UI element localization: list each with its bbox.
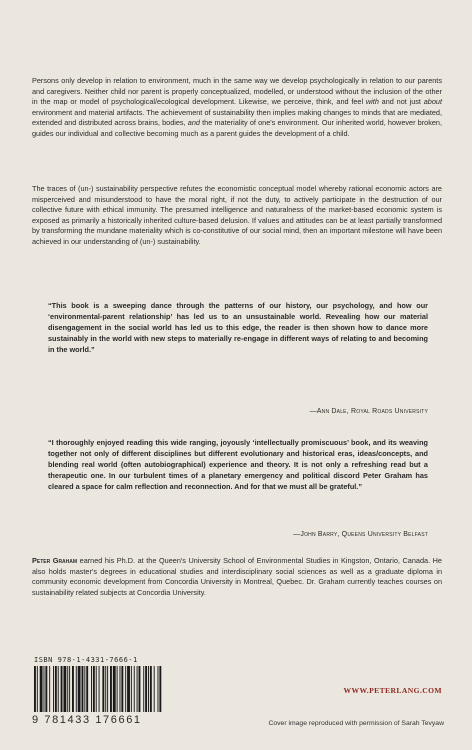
- barcode-bar: [150, 666, 152, 712]
- p1-emphasis-and: and: [187, 118, 200, 128]
- barcode-bar: [82, 666, 84, 712]
- barcode-bar: [86, 666, 88, 712]
- barcode-bar: [63, 666, 66, 712]
- barcode-bar: [76, 666, 77, 712]
- barcode-bar: [34, 666, 36, 712]
- author-name: Peter Graham: [32, 556, 78, 565]
- p1-emphasis-with: with: [365, 97, 379, 107]
- p1-part-b: and not just: [378, 97, 424, 107]
- barcode-bar: [58, 666, 59, 712]
- barcode-bar: [120, 666, 121, 712]
- barcode-bar: [154, 666, 155, 712]
- author-bio: [32, 556, 442, 598]
- barcode-bars: [32, 666, 218, 712]
- barcode-bar: [139, 666, 141, 712]
- barcode-bar: [102, 666, 104, 712]
- barcode-bar: [125, 666, 126, 712]
- barcode-bar: [113, 666, 116, 712]
- barcode-bar: [49, 666, 50, 712]
- barcode-bar: [53, 666, 54, 712]
- isbn-barcode: [32, 656, 218, 726]
- description-paragraph-1: [32, 76, 442, 140]
- barcode-bar: [159, 666, 161, 712]
- barcode-bar: [117, 666, 118, 712]
- barcode-bar: [67, 666, 68, 712]
- barcode-bar: [107, 666, 108, 712]
- barcode-bar: [55, 666, 57, 712]
- isbn-number: ISBN 978-1-4331-7666-1: [34, 656, 138, 664]
- barcode-bar: [145, 666, 147, 712]
- barcode-bar: [137, 666, 138, 712]
- barcode-bar: [143, 666, 144, 712]
- cover-image-credit: Cover image reproduced with permission of Sarah Tevyaw: [268, 720, 444, 727]
- barcode-bar: [37, 666, 38, 712]
- barcode-bar: [121, 666, 123, 712]
- barcode-bar: [158, 666, 159, 712]
- barcode-bar: [99, 666, 100, 712]
- barcode-bar: [61, 666, 63, 712]
- barcode-bar: [84, 666, 85, 712]
- endorsement-quote-1: “This book is a sweeping dance through the patterns of our history, our psychology, and how our ‘environmental-parent relationship’ has led us to an unsustainable world. Revealing how our material disengagement in the social world has led us to this edge, the reader is then shown how to dance more sustainably in the world with new steps to materially re-engage in different ways of relating to and becoming in the world.”: [48, 301, 428, 354]
- barcode-bar: [110, 666, 112, 712]
- barcode-bar: [45, 666, 47, 712]
- endorsement-attribution-1: —Ann Dale, Royal Roads University: [309, 408, 428, 415]
- barcode-bar: [131, 666, 132, 712]
- barcode-bar: [78, 666, 81, 712]
- barcode-bar: [40, 666, 43, 712]
- barcode-bar: [148, 666, 149, 712]
- barcode-bar: [69, 666, 70, 712]
- description-paragraph-2: The traces of (un-) sustainability perspective refutes the economistic conceptual model whereby rational economic actors are misperceived and misunderstood to have the moral right, if not the duty, to actively participate in the destruction of our collective future with ethical immunity. The presumed intelligence and naturalness of the market-based economic system is exposed as primarily a historically inherited culture-based delusion. If values and attitudes can be at least partially transformed by transforming the mundane materiality which is co-constitutive of our social mind, then an important milestone will have been achieved in our understanding of (un-) sustainability.: [32, 184, 442, 246]
- p1-part-a: Persons only develop in relation to environment, much in the same way we develop psychologically in relation to our parents and caregivers. Neither child nor parent is properly conceptualized, modelled, or understood without the inclusion of the other in the map or model of psychological/ecological development. Likewise, we perceive, think, and feel: [32, 76, 442, 107]
- publisher-website[interactable]: WWW.PETERLANG.COM: [343, 686, 442, 695]
- barcode-digits: 9 781433 176661: [32, 714, 142, 726]
- barcode-bar: [127, 666, 130, 712]
- barcode-bar: [91, 666, 92, 712]
- barcode-bar: [134, 666, 135, 712]
- barcode-bar: [93, 666, 95, 712]
- barcode-bar: [96, 666, 97, 712]
- barcode-bar: [72, 666, 74, 712]
- endorsement-attribution-2: —John Barry, Queens University Belfast: [293, 531, 428, 538]
- barcode-bar: [44, 666, 45, 712]
- barcode-bar: [105, 666, 106, 712]
- endorsement-quote-2: “I thoroughly enjoyed reading this wide ranging, joyously ‘intellectually promiscuous’ book, and its weaving together not only of different disciplines but different evolutionary and historical eras, ideas/concepts, and blending real world (often autobiographical) experience and theory. It is not only a refreshing read but a therapeutic one. In our turbulent times of a planetary emergency and political discord Peter Graham has cleared a space for calm reflection and reconnection. And for that we must all be grateful.”: [48, 438, 428, 491]
- p1-emphasis-about: about: [423, 97, 442, 107]
- p1-part-c: environment and material artifacts. The achievement of sustainability then implies making changes to minds that are mediated, extended and distributed across brains, bodies,: [32, 107, 442, 128]
- p1-part-d: the materiality of one's environment. Our inherited world, however broken, guides our individual and collective becoming much as a parent guides the development of a child.: [32, 118, 443, 138]
- author-bio-text: earned his Ph.D. at the Queen's University School of Environmental Studies in Kingston, Ontario, Canada. He also holds master's degrees in educational studies and interdisciplinary social sciences as well as a graduate diploma in community economic development from Concordia University in Montreal, Quebec. Dr. Graham currently teaches courses on sustainability related subjects at Concordia University.: [32, 556, 442, 597]
